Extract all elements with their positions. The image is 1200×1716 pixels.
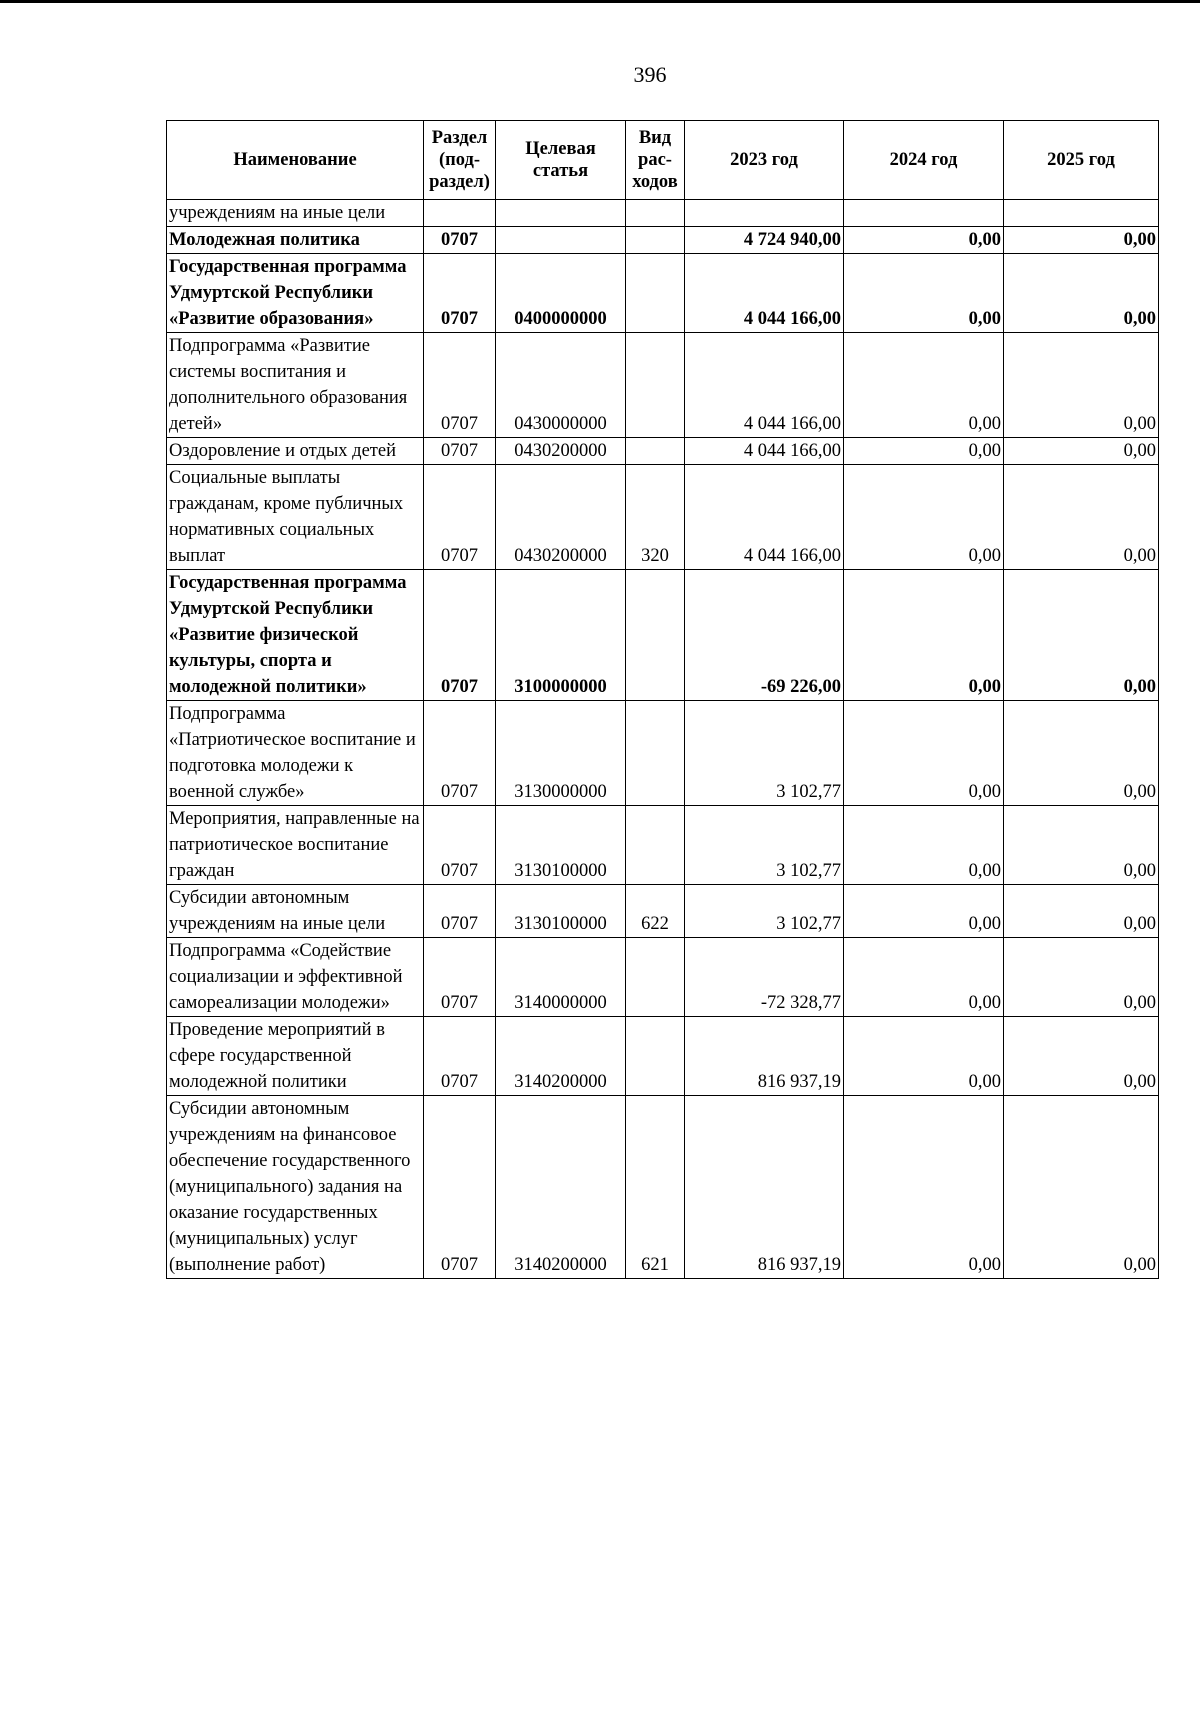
cell-target: 0400000000 — [496, 254, 626, 333]
cell-2023: 816 937,19 — [685, 1017, 844, 1096]
cell-expense-type — [626, 227, 685, 254]
table-row — [167, 227, 1159, 254]
cell-name: Субсидии автономным учреждениям на иные цели — [167, 885, 424, 938]
cell-expense-type — [626, 806, 685, 885]
cell-section: 0707 — [424, 701, 496, 806]
cell-target: 0430000000 — [496, 333, 626, 438]
header-2025: 2025 год — [1004, 121, 1159, 200]
table-header-row — [167, 121, 1159, 200]
cell-2024 — [844, 200, 1004, 227]
cell-expense-type — [626, 333, 685, 438]
cell-2024: 0,00 — [844, 885, 1004, 938]
cell-target: 0430200000 — [496, 465, 626, 570]
cell-section: 0707 — [424, 806, 496, 885]
cell-section: 0707 — [424, 254, 496, 333]
cell-expense-type: 320 — [626, 465, 685, 570]
cell-section: 0707 — [424, 438, 496, 465]
cell-expense-type — [626, 938, 685, 1017]
cell-2025: 0,00 — [1004, 333, 1159, 438]
cell-name: Оздоровление и отдых детей — [167, 438, 424, 465]
header-section: Раздел (под-раздел) — [424, 121, 496, 200]
table-row — [167, 438, 1159, 465]
cell-2024: 0,00 — [844, 254, 1004, 333]
cell-2024: 0,00 — [844, 227, 1004, 254]
cell-target — [496, 227, 626, 254]
table-row — [167, 1096, 1159, 1279]
table-row — [167, 200, 1159, 227]
cell-expense-type — [626, 1017, 685, 1096]
cell-target — [496, 200, 626, 227]
cell-2025: 0,00 — [1004, 438, 1159, 465]
cell-name: Мероприятия, направленные на патриотическое воспитание граждан — [167, 806, 424, 885]
cell-2025: 0,00 — [1004, 254, 1159, 333]
cell-2025 — [1004, 200, 1159, 227]
cell-2023: 3 102,77 — [685, 885, 844, 938]
header-name: Наименование — [167, 121, 424, 200]
table-row — [167, 701, 1159, 806]
cell-2024: 0,00 — [844, 570, 1004, 701]
cell-2023: 816 937,19 — [685, 1096, 844, 1279]
cell-name: Государственная программа Удмуртской Республики «Развитие физической культуры, спорта и молодежной политики» — [167, 570, 424, 701]
header-target: Целевая статья — [496, 121, 626, 200]
cell-2023 — [685, 200, 844, 227]
table-row — [167, 1017, 1159, 1096]
cell-target: 3140000000 — [496, 938, 626, 1017]
cell-target: 3140200000 — [496, 1017, 626, 1096]
cell-name: Подпрограмма «Развитие системы воспитания и дополнительного образования детей» — [167, 333, 424, 438]
cell-target: 3100000000 — [496, 570, 626, 701]
cell-2025: 0,00 — [1004, 806, 1159, 885]
cell-section: 0707 — [424, 333, 496, 438]
page-top-edge — [0, 0, 1200, 3]
cell-2024: 0,00 — [844, 701, 1004, 806]
table-row — [167, 465, 1159, 570]
cell-expense-type — [626, 438, 685, 465]
cell-2024: 0,00 — [844, 1096, 1004, 1279]
cell-2024: 0,00 — [844, 333, 1004, 438]
cell-name: Подпрограмма «Содействие социализации и эффективной самореализации молодежи» — [167, 938, 424, 1017]
cell-target: 0430200000 — [496, 438, 626, 465]
cell-2023: 4 724 940,00 — [685, 227, 844, 254]
cell-2023: -72 328,77 — [685, 938, 844, 1017]
cell-2023: 4 044 166,00 — [685, 254, 844, 333]
cell-name: Подпрограмма «Патриотическое воспитание и подготовка молодежи к военной службе» — [167, 701, 424, 806]
table-row — [167, 570, 1159, 701]
cell-2024: 0,00 — [844, 938, 1004, 1017]
cell-expense-type: 622 — [626, 885, 685, 938]
header-2023: 2023 год — [685, 121, 844, 200]
cell-2024: 0,00 — [844, 465, 1004, 570]
cell-2025: 0,00 — [1004, 938, 1159, 1017]
cell-2024: 0,00 — [844, 1017, 1004, 1096]
cell-section: 0707 — [424, 570, 496, 701]
cell-expense-type — [626, 570, 685, 701]
cell-section — [424, 200, 496, 227]
budget-table — [166, 120, 1159, 1279]
table-body — [167, 200, 1159, 1279]
cell-2023: 3 102,77 — [685, 701, 844, 806]
cell-section: 0707 — [424, 938, 496, 1017]
cell-2024: 0,00 — [844, 438, 1004, 465]
cell-expense-type — [626, 701, 685, 806]
cell-2023: 3 102,77 — [685, 806, 844, 885]
header-2024: 2024 год — [844, 121, 1004, 200]
cell-section: 0707 — [424, 465, 496, 570]
cell-target: 3140200000 — [496, 1096, 626, 1279]
cell-section: 0707 — [424, 885, 496, 938]
table-row — [167, 885, 1159, 938]
cell-2023: -69 226,00 — [685, 570, 844, 701]
table-row — [167, 938, 1159, 1017]
cell-2023: 4 044 166,00 — [685, 465, 844, 570]
cell-name: учреждениям на иные цели — [167, 200, 424, 227]
table-row — [167, 333, 1159, 438]
cell-expense-type: 621 — [626, 1096, 685, 1279]
cell-name: Проведение мероприятий в сфере государственной молодежной политики — [167, 1017, 424, 1096]
table-row — [167, 254, 1159, 333]
cell-2025: 0,00 — [1004, 465, 1159, 570]
cell-name: Государственная программа Удмуртской Республики «Развитие образования» — [167, 254, 424, 333]
cell-target: 3130000000 — [496, 701, 626, 806]
cell-2025: 0,00 — [1004, 570, 1159, 701]
cell-2025: 0,00 — [1004, 227, 1159, 254]
header-expense-type: Вид рас-ходов — [626, 121, 685, 200]
cell-expense-type — [626, 200, 685, 227]
cell-2025: 0,00 — [1004, 885, 1159, 938]
cell-name: Молодежная политика — [167, 227, 424, 254]
cell-2023: 4 044 166,00 — [685, 333, 844, 438]
cell-2025: 0,00 — [1004, 1017, 1159, 1096]
cell-target: 3130100000 — [496, 885, 626, 938]
cell-name: Социальные выплаты гражданам, кроме публичных нормативных социальных выплат — [167, 465, 424, 570]
cell-name: Субсидии автономным учреждениям на финансовое обеспечение государственного (муниципального) задания на оказание государственных (муниципальных) услуг (выполнение работ) — [167, 1096, 424, 1279]
cell-2025: 0,00 — [1004, 1096, 1159, 1279]
cell-2024: 0,00 — [844, 806, 1004, 885]
cell-section: 0707 — [424, 1096, 496, 1279]
page-number: 396 — [633, 62, 667, 87]
cell-2023: 4 044 166,00 — [685, 438, 844, 465]
cell-expense-type — [626, 254, 685, 333]
cell-target: 3130100000 — [496, 806, 626, 885]
cell-section: 0707 — [424, 1017, 496, 1096]
cell-section: 0707 — [424, 227, 496, 254]
table-row — [167, 806, 1159, 885]
cell-2025: 0,00 — [1004, 701, 1159, 806]
